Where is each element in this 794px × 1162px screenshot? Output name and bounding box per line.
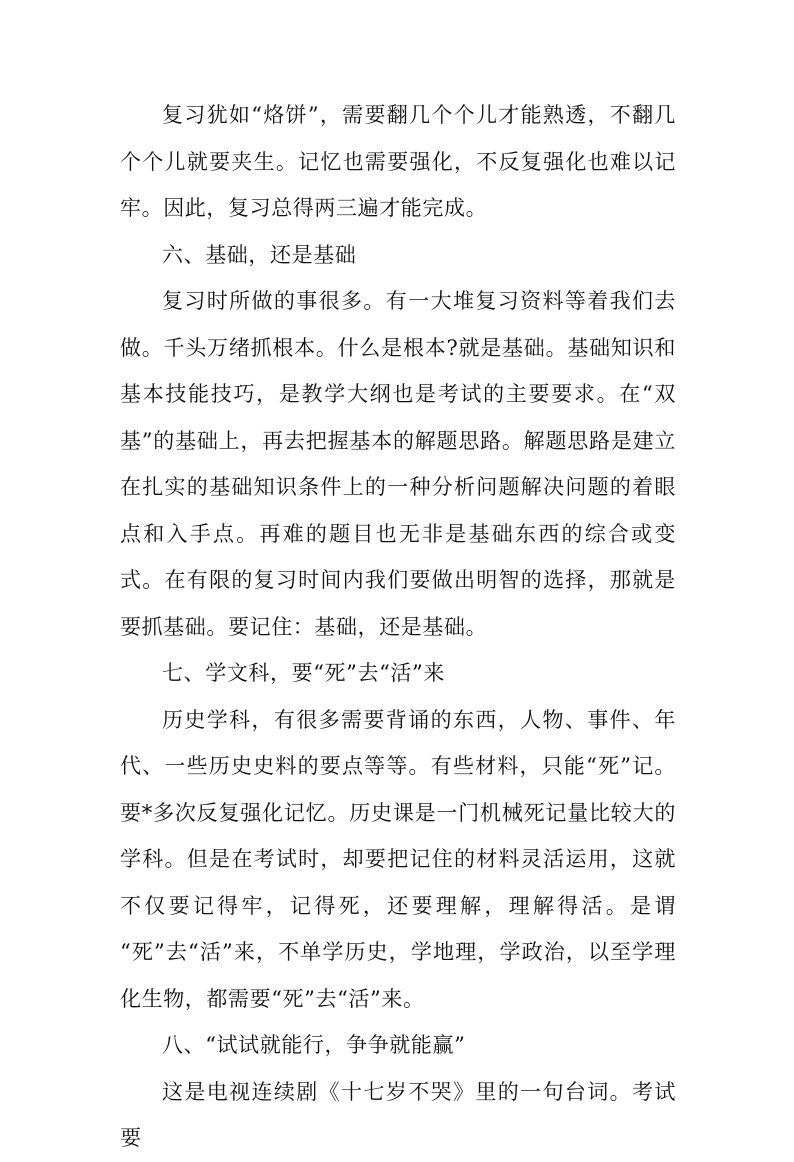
paragraph-review-pancake: 复习犹如“烙饼”，需要翻几个个儿才能熟透，不翻几个个儿就要夹生。记忆也需要强化，不反复强化也难以记牢。因此，复习总得两三遍才能完成。 [120, 103, 676, 220]
paragraph-history-memorize: 历史学科，有很多需要背诵的东西，人物、事件、年代、一些历史史料的要点等等。有些材料，只能“死”记。要*多次反复强化记忆。历史课是一门机械死记量比较大的学科。但是在考试时，却要把记住的材料灵活运用，这就不仅要记得牢，记得死，还要理解，理解得活。是谓 “死”去“活”来，不单学历史，学地理，学政治，以至学理化生物，都需要“死”去“活”来。 [120, 707, 676, 1011]
document-body [120, 92, 676, 1162]
heading-section-6: 六、基础，还是基础 [162, 242, 357, 267]
heading-section-7: 七、学文科，要“死”去“活”来 [162, 661, 445, 685]
heading-section-8: 八、“试试就能行，争争就能赢” [162, 1033, 466, 1057]
paragraph-tv-quote: 这是电视连续剧《十七岁不哭》里的一句台词。考试要 [120, 1079, 676, 1150]
paragraph-fundamentals: 复习时所做的事很多。有一大堆复习资料等着我们去做。千头万绪抓根本。什么是根本?就是基础。基础知识和基本技能技巧，是教学大纲也是考试的主要要求。在“双基”的基础上，再去把握基本的解题思路。解题思路是建立在扎实的基础知识条件上的一种分析问题解决问题的着眼点和入手点。再难的题目也无非是基础东西的综合或变式。在有限的复习时间内我们要做出明智的选择，那就是要抓基础。要记住：基础，还是基础。 [120, 289, 676, 639]
